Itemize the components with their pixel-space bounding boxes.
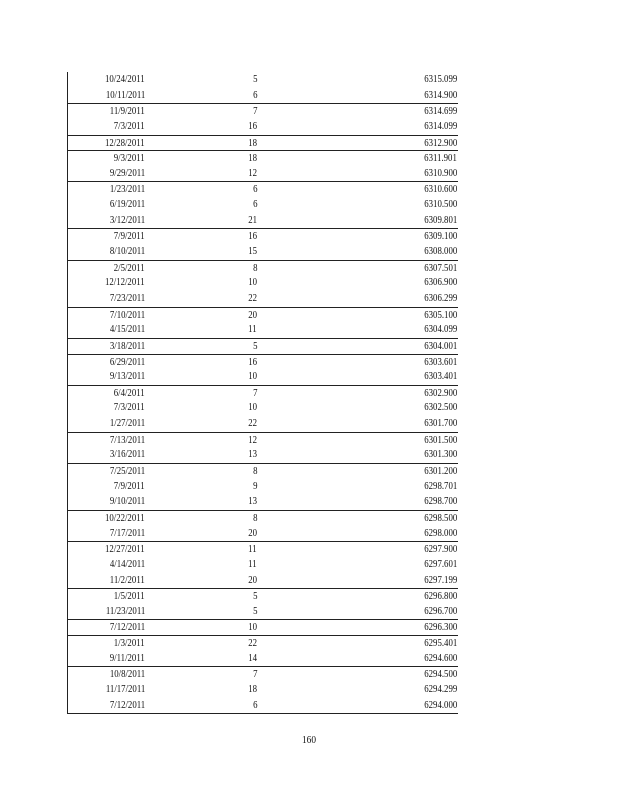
value-cell: 6294.000 [424, 698, 457, 711]
table-row [68, 150, 458, 166]
date-cell: 7/12/2011 [109, 621, 145, 634]
value-cell: 6314.099 [424, 119, 457, 132]
count-cell: 5 [252, 339, 257, 352]
table-row [68, 682, 458, 698]
count-cell: 18 [248, 136, 257, 149]
value-cell: 6306.299 [424, 291, 457, 304]
table-row [68, 103, 458, 119]
date-cell: 7/17/2011 [109, 526, 145, 539]
table-row [68, 604, 458, 620]
date-cell: 7/3/2011 [114, 119, 145, 132]
date-cell: 12/27/2011 [105, 543, 145, 556]
date-cell: 7/25/2011 [109, 465, 145, 478]
count-cell: 22 [248, 291, 257, 304]
count-cell: 20 [248, 573, 257, 586]
value-cell: 6305.100 [424, 308, 457, 321]
data-table [67, 72, 458, 714]
value-cell: 6298.000 [424, 526, 457, 539]
table-row [68, 494, 458, 510]
count-cell: 11 [248, 323, 257, 336]
table-row [68, 666, 458, 682]
date-cell: 4/15/2011 [109, 323, 145, 336]
table-row [68, 166, 458, 182]
table-row [68, 322, 458, 338]
table-row [68, 463, 458, 479]
date-cell: 11/23/2011 [105, 604, 145, 617]
date-cell: 9/3/2011 [114, 152, 145, 165]
date-cell: 9/10/2011 [109, 495, 145, 508]
date-cell: 9/13/2011 [109, 370, 145, 383]
value-cell: 6314.900 [424, 88, 457, 101]
table-row [68, 260, 458, 276]
count-cell: 6 [252, 183, 257, 196]
date-cell: 1/3/2011 [114, 637, 145, 650]
value-cell: 6310.600 [424, 183, 457, 196]
value-cell: 6297.199 [424, 573, 457, 586]
count-cell: 16 [248, 119, 257, 132]
value-cell: 6311.901 [424, 152, 457, 165]
count-cell: 6 [252, 698, 257, 711]
value-cell: 6301.200 [424, 465, 457, 478]
value-cell: 6295.401 [424, 637, 457, 650]
table-row [68, 291, 458, 307]
count-cell: 13 [248, 495, 257, 508]
table-row [68, 385, 458, 401]
date-cell: 1/27/2011 [109, 417, 145, 430]
table-row [68, 88, 458, 104]
table-row [68, 698, 458, 714]
date-cell: 6/29/2011 [109, 355, 145, 368]
table-row [68, 213, 458, 229]
date-cell: 10/22/2011 [105, 511, 145, 524]
count-cell: 22 [248, 637, 257, 650]
date-cell: 8/10/2011 [109, 245, 145, 258]
table-row [68, 307, 458, 323]
table-row [68, 197, 458, 213]
count-cell: 9 [252, 479, 257, 492]
table-row [68, 72, 458, 88]
table-row [68, 541, 458, 557]
count-cell: 18 [248, 152, 257, 165]
table-row [68, 479, 458, 495]
table-row [68, 354, 458, 370]
count-cell: 20 [248, 308, 257, 321]
date-cell: 7/3/2011 [114, 401, 145, 414]
count-cell: 14 [248, 651, 257, 664]
count-cell: 10 [248, 621, 257, 634]
table-row [68, 510, 458, 526]
date-cell: 1/5/2011 [114, 590, 145, 603]
date-cell: 10/8/2011 [109, 668, 145, 681]
count-cell: 12 [248, 433, 257, 446]
value-cell: 6315.099 [424, 73, 457, 85]
table-row [68, 432, 458, 448]
value-cell: 6303.601 [424, 355, 457, 368]
date-cell: 11/9/2011 [109, 105, 145, 118]
count-cell: 5 [252, 604, 257, 617]
value-cell: 6301.700 [424, 417, 457, 430]
table-row [68, 651, 458, 667]
date-cell: 4/14/2011 [109, 557, 145, 570]
value-cell: 6304.099 [424, 323, 457, 336]
table-row [68, 619, 458, 635]
count-cell: 10 [248, 370, 257, 383]
count-cell: 8 [252, 511, 257, 524]
count-cell: 6 [252, 198, 257, 211]
value-cell: 6302.900 [424, 386, 457, 399]
table-row [68, 588, 458, 604]
table-row [68, 447, 458, 463]
count-cell: 10 [248, 276, 257, 289]
count-cell: 18 [248, 682, 257, 695]
table-row [68, 400, 458, 416]
date-cell: 11/17/2011 [105, 682, 145, 695]
date-cell: 3/18/2011 [109, 339, 145, 352]
value-cell: 6302.500 [424, 401, 457, 414]
date-cell: 1/23/2011 [109, 183, 145, 196]
count-cell: 16 [248, 230, 257, 243]
date-cell: 7/10/2011 [109, 308, 145, 321]
value-cell: 6301.300 [424, 448, 457, 461]
table-row [68, 369, 458, 385]
value-cell: 6304.001 [424, 339, 457, 352]
value-cell: 6309.100 [424, 230, 457, 243]
table-row [68, 119, 458, 135]
value-cell: 6297.601 [424, 557, 457, 570]
date-cell: 9/11/2011 [109, 651, 145, 664]
date-cell: 7/9/2011 [114, 230, 145, 243]
table-row [68, 244, 458, 260]
value-cell: 6303.401 [424, 370, 457, 383]
date-cell: 12/12/2011 [105, 276, 145, 289]
value-cell: 6306.900 [424, 276, 457, 289]
table-row [68, 573, 458, 589]
value-cell: 6294.299 [424, 682, 457, 695]
count-cell: 10 [248, 401, 257, 414]
count-cell: 13 [248, 448, 257, 461]
date-cell: 7/12/2011 [109, 698, 145, 711]
value-cell: 6298.700 [424, 495, 457, 508]
date-cell: 7/13/2011 [109, 433, 145, 446]
count-cell: 5 [252, 590, 257, 603]
count-cell: 7 [252, 668, 257, 681]
value-cell: 6296.700 [424, 604, 457, 617]
value-cell: 6310.500 [424, 198, 457, 211]
value-cell: 6298.701 [424, 479, 457, 492]
value-cell: 6301.500 [424, 433, 457, 446]
value-cell: 6298.500 [424, 511, 457, 524]
value-cell: 6294.500 [424, 668, 457, 681]
value-cell: 6310.900 [424, 166, 457, 179]
count-cell: 15 [248, 245, 257, 258]
date-cell: 10/24/2011 [105, 73, 145, 85]
date-cell: 11/2/2011 [109, 573, 145, 586]
date-cell: 3/12/2011 [109, 213, 145, 226]
date-cell: 2/5/2011 [114, 261, 145, 274]
table-row [68, 526, 458, 542]
count-cell: 5 [252, 73, 257, 85]
value-cell: 6312.900 [424, 136, 457, 149]
count-cell: 6 [252, 88, 257, 101]
table-row [68, 338, 458, 354]
date-cell: 6/19/2011 [109, 198, 145, 211]
value-cell: 6297.900 [424, 543, 457, 556]
count-cell: 8 [252, 261, 257, 274]
date-cell: 3/16/2011 [109, 448, 145, 461]
date-cell: 7/9/2011 [114, 479, 145, 492]
table-row [68, 275, 458, 291]
date-cell: 6/4/2011 [114, 386, 145, 399]
count-cell: 21 [248, 213, 257, 226]
count-cell: 16 [248, 355, 257, 368]
value-cell: 6314.699 [424, 105, 457, 118]
table-row [68, 181, 458, 197]
table-row [68, 557, 458, 573]
table-row [68, 228, 458, 244]
count-cell: 8 [252, 465, 257, 478]
table-row [68, 635, 458, 651]
date-cell: 10/11/2011 [105, 88, 145, 101]
value-cell: 6309.801 [424, 213, 457, 226]
count-cell: 7 [252, 105, 257, 118]
count-cell: 12 [248, 166, 257, 179]
date-cell: 9/29/2011 [109, 166, 145, 179]
count-cell: 11 [248, 557, 257, 570]
value-cell: 6296.800 [424, 590, 457, 603]
value-cell: 6294.600 [424, 651, 457, 664]
count-cell: 22 [248, 417, 257, 430]
count-cell: 20 [248, 526, 257, 539]
value-cell: 6307.501 [424, 261, 457, 274]
table-row [68, 416, 458, 432]
count-cell: 11 [248, 543, 257, 556]
page-number: 160 [301, 734, 317, 746]
date-cell: 7/23/2011 [109, 291, 145, 304]
value-cell: 6296.300 [424, 621, 457, 634]
table-row [68, 135, 458, 151]
count-cell: 7 [252, 386, 257, 399]
value-cell: 6308.000 [424, 245, 457, 258]
date-cell: 12/28/2011 [105, 136, 145, 149]
